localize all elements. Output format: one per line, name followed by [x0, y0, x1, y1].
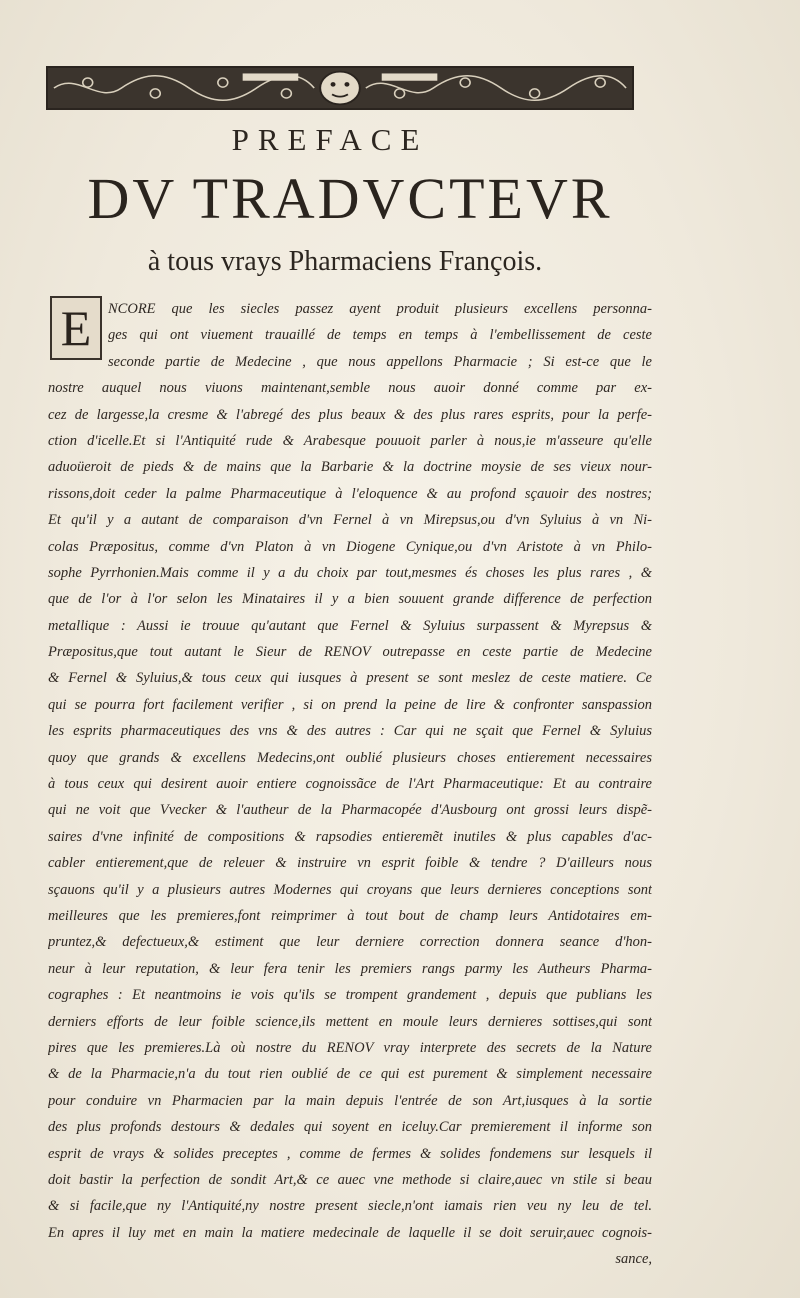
text-line: rissons,doit ceder la palme Pharmaceutique à l'eloquence & au profond sçauoir des nostres;: [48, 485, 652, 502]
text-line: neur à leur reputation, & leur fera tenir les premiers rangs parmy les Autheurs Pharma-: [48, 960, 652, 977]
text-line: nostre auquel nous viuons maintenant,semble nous auoir donné comme par ex-: [48, 380, 652, 397]
text-line: colas Præpositus, comme d'vn Platon à vn Diogene Cynique,ou d'vn Aristote à vn Philo-: [48, 538, 652, 555]
text-line: que de l'or à l'or selon les Minataires il y a bien souuent grande difference de perfection: [48, 591, 652, 608]
text-line: derniers efforts de leur foible science,ils mettent en moule leurs dernieres sottises,qui sont: [48, 1013, 652, 1030]
text-line: Præpositus,que tout autant le Sieur de RENOV outrepasse en ceste partie de Medecine: [48, 644, 652, 661]
text-line: esprit de vrays & solides preceptes , comme de fermes & solides fondemens sur lesquels il: [48, 1145, 652, 1162]
text-line: sophe Pyrrhonien.Mais comme il y a du choix par tout,mesmes és choses les plus rares , &: [48, 564, 652, 581]
text-line: à tous ceux qui desirent auoir entiere cognoissãce de l'Art Pharmaceutique: Et au contraire: [48, 776, 652, 793]
text-line: les esprits pharmaceutiques des vns & des autres : Car qui ne sçait que Fernel & Syluius: [48, 723, 652, 740]
text-line: & de la Pharmacie,n'a du tout rien oublié de ce qui est purement & simplement necessaire: [48, 1066, 652, 1083]
text-line: qui ne voit que Vvecker & l'autheur de la Pharmacopée d'Ausbourg ont grossi leurs dispẽ-: [48, 802, 652, 819]
subtitle-dedication: à tous vrays Pharmaciens François.: [147, 246, 543, 277]
text-line: qui se pourra fort facilement verifier , si on prend la peine de lire & confronter sanspassion: [48, 696, 652, 713]
catchword: sance,: [615, 1251, 652, 1268]
text-line: sçauons qu'il y a plusieurs autres Modernes qui croyans que leurs dernieres conceptions sont: [48, 881, 652, 898]
text-line: seconde partie de Medecine , que nous appellons Pharmacie ; Si est-ce que le: [108, 353, 652, 370]
text-line: pour conduire vn Pharmacien par la main depuis l'entrée de son Art,iusques à la sortie: [48, 1092, 652, 1109]
title-du-traducteur: DV TRADVCTEVR: [87, 166, 613, 231]
ornamental-headpiece: [46, 66, 634, 110]
text-line: pires que les premieres.Là où nostre du RENOV vray interprete des secrets de la Nature: [48, 1039, 652, 1056]
text-line: cez de largesse,la cresme & l'abregé des plus beaux & des plus rares esprits, pour la perfe-: [48, 406, 652, 423]
text-line: quoy que grands & excellens Medecins,ont oublié plusieurs choses entierement necessaires: [48, 749, 652, 766]
text-line: ges qui ont viuement trauaillé de temps en temps à l'embellissement de ceste: [108, 327, 652, 344]
text-line: des plus profonds destours & dedales qui soyent en iceluy.Car premierement il informe son: [48, 1119, 652, 1136]
text-line: Et qu'il y a autant de comparaison d'vn Fernel à vn Mirepsus,ou d'vn Syluius à vn Ni-: [48, 512, 652, 529]
text-line: NCORE que les siecles passez ayent produit plusieurs excellens personna-: [108, 301, 652, 317]
text-line: cographes : Et neantmoins ie vois qu'ils se trompent grandement , depuis que publians les: [48, 987, 652, 1004]
text-line: metallique : Aussi ie trouue qu'autant que Fernel & Syluius surpassent & Myrepsus &: [48, 617, 652, 634]
text-line: doit bastir la perfection de sondit Art,& ce auec vne methode si claire,auec vn stile si beau: [48, 1171, 652, 1188]
text-line: & Fernel & Syluius,& tous ceux qui iusques à present se sont meslez de ceste matiere. Ce: [48, 670, 652, 687]
text-line: & si facile,que ny l'Antiquité,ny nostre present siecle,n'ont iamais rien veu ny leu de tel.: [48, 1198, 652, 1215]
text-line: cabler entierement,que de releuer & instruire vn esprit foible & tendre ? D'ailleurs nous: [48, 855, 652, 872]
text-line: ction d'icelle.Et si l'Antiquité rude & Arabesque pouuoit parler à nous,ie m'asseure qu'elle: [48, 432, 652, 449]
drop-capital-letter: E: [60, 300, 92, 356]
title-preface: PREFACE: [231, 122, 429, 157]
headpiece-ornament-icon: [48, 68, 632, 108]
text-line: meilleures que les premieres,font reimprimer à tout bout de champ leurs Antidotaires em-: [48, 907, 652, 924]
text-line: aduoüeroit de pieds & de mains que la Barbarie & la doctrine moysie de ses vieux nour-: [48, 459, 652, 476]
text-line: pruntez,& defectueux,& estiment que leur derniere correction donnera seance d'hon-: [48, 934, 652, 951]
preface-body-text: [48, 296, 652, 1272]
text-line: saires d'vne infinité de compositions & rapsodies entieremẽt inutiles & plus capables d'ac-: [48, 828, 652, 845]
text-line: En apres il luy met en main la matiere medecinale de laquelle il se doit seruir,auec cognois-: [48, 1224, 652, 1241]
